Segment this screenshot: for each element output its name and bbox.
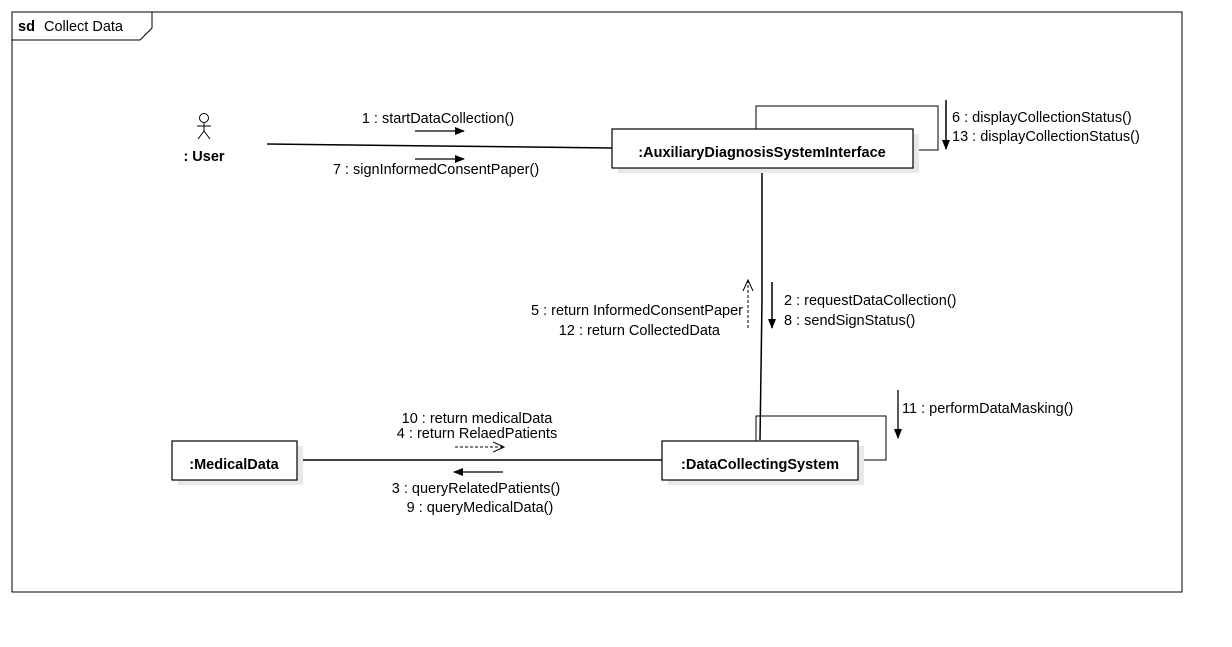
message-label-12: 12 : return CollectedData (558, 323, 720, 339)
interface-object-label: :AuxiliaryDiagnosisSystemInterface (638, 144, 886, 161)
diagram-frame (12, 12, 1182, 592)
message-label-6: 6 : displayCollectionStatus() (952, 110, 1132, 126)
link-interface-collecting[interactable] (760, 170, 762, 440)
user-actor-icon[interactable] (197, 114, 211, 140)
message-label-11: 11 : performDataMasking() (902, 401, 1074, 417)
link-user-interface[interactable] (267, 144, 612, 148)
message-label-1: 1 : startDataCollection() (361, 111, 515, 127)
message-label-13: 13 : displayCollectionStatus() (952, 129, 1140, 145)
frame-keyword: sd (18, 19, 35, 35)
message-label-4: 4 : return RelaedPatients (396, 426, 558, 442)
collecting-object-label: :DataCollectingSystem (681, 456, 839, 473)
medical-object-label: :MedicalData (189, 456, 279, 473)
message-label-10: 10 : return medicalData (401, 411, 553, 427)
message-label-2: 2 : requestDataCollection() (784, 293, 957, 309)
message-label-5: 5 : return InformedConsentPaper (531, 303, 743, 319)
message-label-9: 9 : queryMedicalData() (406, 500, 554, 516)
message-label-3: 3 : queryRelatedPatients() (391, 481, 561, 497)
message-label-7: 7 : signInformedConsentPaper() (332, 162, 540, 178)
message-label-8: 8 : sendSignStatus() (784, 313, 916, 329)
frame-title: Collect Data (44, 19, 123, 35)
actor-label: : User (183, 149, 225, 165)
